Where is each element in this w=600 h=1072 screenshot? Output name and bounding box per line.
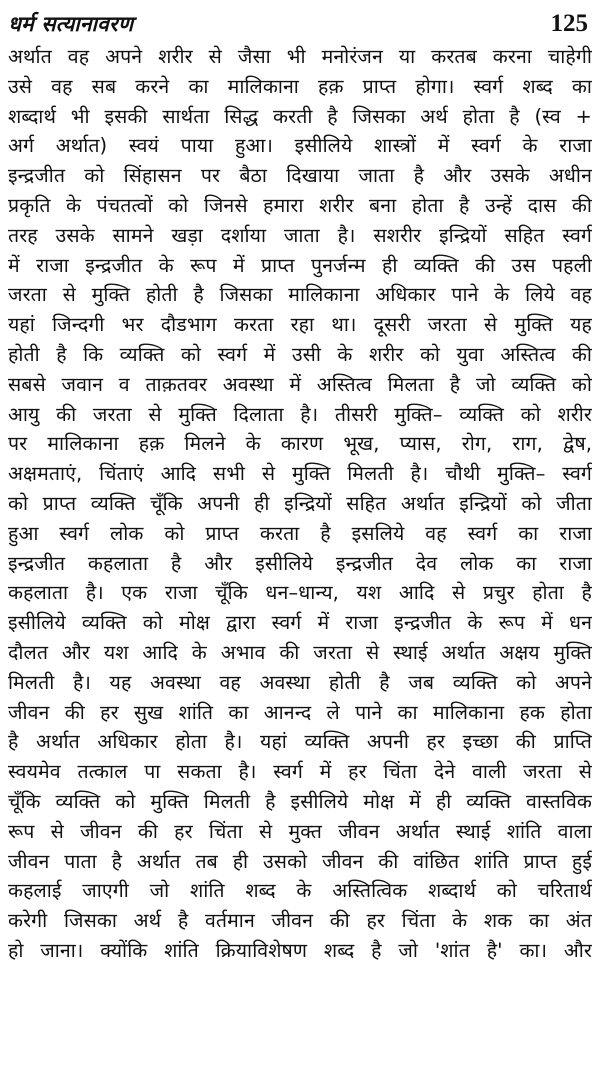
text-line: करेगी जिसका अर्थ है वर्तमान जीवन की हर चिंता के शक का अंत bbox=[8, 909, 592, 933]
running-head bbox=[8, 10, 592, 40]
text-line: हो जाना। क्योंकि शांति क्रियाविशेषण शब्द है जो 'शांत है' का। और bbox=[8, 938, 592, 962]
text-line: शब्दार्थ भी इसकी सार्थता सिद्ध करती है जिसका अर्थ होता है (स्व + bbox=[8, 104, 592, 128]
text-line: आयु की जरता से मुक्ति दिलाता है। तीसरी मुक्ति– व्यक्ति को शरीर bbox=[8, 402, 592, 426]
text-line: रूप से जीवन की हर चिंता से मुक्त जीवन अर्थात स्थाई शांति वाला bbox=[8, 819, 592, 843]
text-line: जरता से मुक्ति होती है जिसका मालिकाना अधिकार पाने के लिये वह bbox=[8, 283, 592, 307]
text-line: अक्षमताएं, चिंताएं आदि सभी से मुक्ति मिलती है। चौथी मुक्ति– स्वर्ग bbox=[8, 462, 592, 486]
text-line: को प्राप्त व्यक्ति चूँकि अपनी ही इन्द्रियों सहित अर्थात इन्द्रियों को जीता bbox=[8, 491, 592, 515]
text-line: इन्द्रजीत कहलाता है और इसीलिये इन्द्रजीत देव लोक का राजा bbox=[8, 551, 592, 575]
text-line: हुआ स्वर्ग लोक को प्राप्त करता है इसलिये वह स्वर्ग का राजा bbox=[8, 521, 592, 545]
text-line: तरह उसके सामने खड़ा दर्शाया जाता है। सशरीर इन्द्रियों सहित स्वर्ग bbox=[8, 223, 592, 247]
text-line: होती है कि व्यक्ति को स्वर्ग में उसी के शरीर को युवा अस्तित्व की bbox=[8, 342, 592, 366]
text-line: अर्थात वह अपने शरीर से जैसा भी मनोरंजन या करतब करना चाहेगी bbox=[8, 45, 592, 68]
page-number: 125 bbox=[550, 10, 588, 37]
text-line: पर मालिकाना हक़ मिलने के कारण भूख, प्यास, रोग, राग, द्वेष, bbox=[8, 432, 592, 456]
text-line: कहलाई जाएगी जो शांति शब्द के अस्तित्विक शब्दार्थ को चरितार्थ bbox=[8, 879, 592, 903]
text-line: जीवन की हर सुख शांति का आनन्द ले पाने का मालिकाना हक होता bbox=[8, 700, 592, 724]
body-text bbox=[8, 42, 592, 966]
text-line: सबसे जवान व ताक़तवर अवस्था में अस्तित्व मिलता है जो व्यक्ति को bbox=[8, 372, 592, 396]
text-line: यहां जिन्दगी भर दौडभाग करता रहा था। दूसरी जरता से मुक्ति यह bbox=[8, 313, 592, 337]
text-line: प्रकृति के पंचतत्वों को जिनसे हमारा शरीर बना होता है उन्हें दास की bbox=[8, 193, 592, 217]
text-line: चूँकि व्यक्ति को मुक्ति मिलती है इसीलिये मोक्ष में ही व्यक्ति वास्तविक bbox=[8, 789, 592, 813]
text-line: है अर्थात अधिकार होता है। यहां व्यक्ति अपनी हर इच्छा की प्राप्ति bbox=[8, 730, 592, 754]
text-line: इसीलिये व्यक्ति को मोक्ष द्वारा स्वर्ग में राजा इन्द्रजीत के रूप में धन bbox=[8, 611, 592, 635]
text-line: कहलाता है। एक राजा चूँकि धन–धान्य, यश आदि से प्रचुर होता है bbox=[8, 581, 592, 605]
text-line: अर्ग अर्थात) स्वयं पाया हुआ। इसीलिये शास्त्रों में स्वर्ग के राजा bbox=[8, 134, 592, 158]
text-line: में राजा इन्द्रजीत के रूप में प्राप्त पुनर्जन्म ही व्यक्ति की उस पहली bbox=[8, 253, 592, 277]
text-line: दौलत और यश आदि के अभाव की जरता से स्थाई अर्थात अक्षय मुक्ति bbox=[8, 640, 592, 664]
text-line: जीवन पाता है अर्थात तब ही उसको जीवन की वांछित शांति प्राप्त हुई bbox=[8, 849, 592, 873]
text-line: स्वयमेव तत्काल पा सकता है। स्वर्ग में हर चिंता देने वाली जरता से bbox=[8, 760, 592, 784]
running-title: धर्म सत्यानावरण bbox=[8, 12, 134, 36]
text-line: उसे वह सब करने का मालिकाना हक़ प्राप्त होगा। स्वर्ग शब्द का bbox=[8, 74, 592, 98]
text-line: इन्द्रजीत को सिंहासन पर बैठा दिखाया जाता है और उसके अधीन bbox=[8, 164, 592, 188]
text-line: मिलती है। यह अवस्था वह अवस्था होती है जब व्यक्ति को अपने bbox=[8, 670, 592, 694]
